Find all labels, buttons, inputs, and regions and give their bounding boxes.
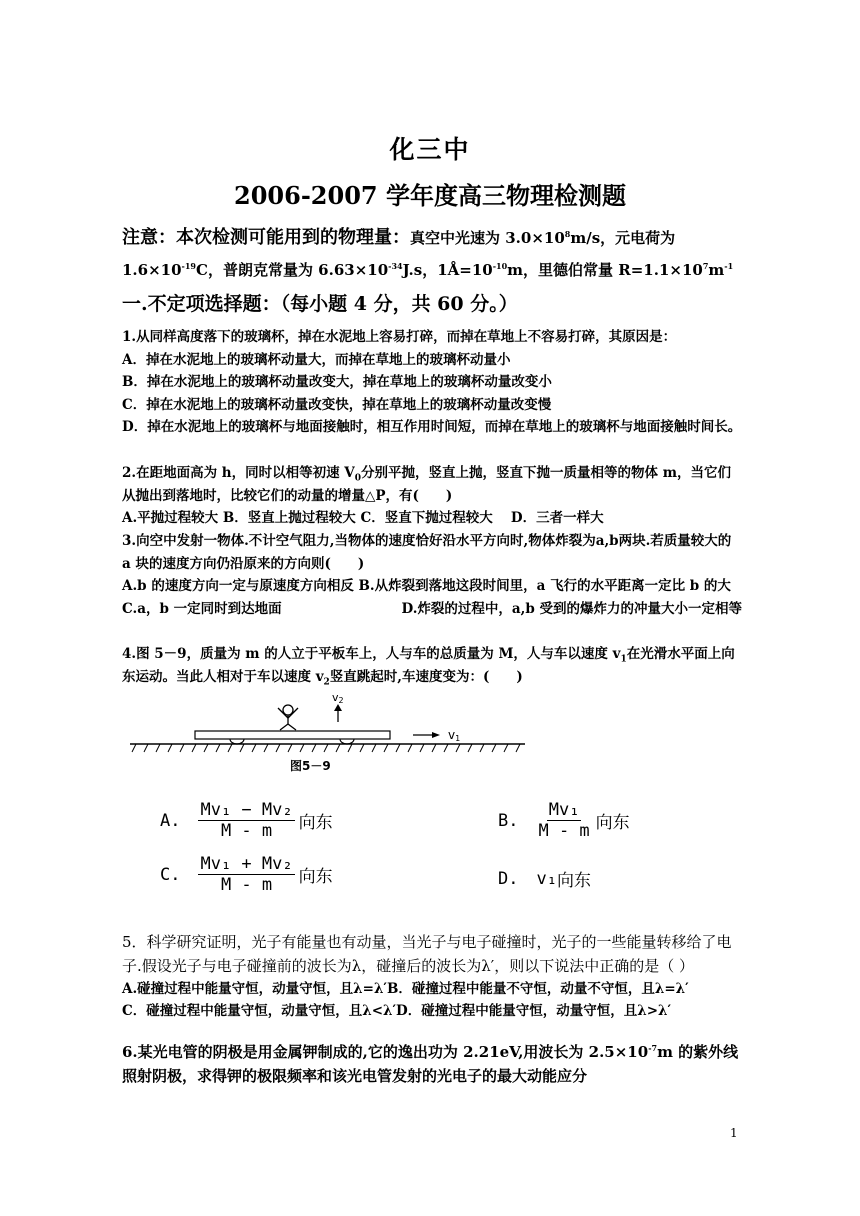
options-cd: C．碰撞过程中能量守恒，动量守恒，且λ<λ′D．碰撞过程中能量守恒，动量守恒，且λ>λ′ <box>122 1003 672 1019</box>
direction-label: 向东 <box>556 871 591 891</box>
numerator: Mv₁ <box>548 800 580 820</box>
page-number: 1 <box>730 1126 738 1140</box>
figure-caption: 图5－9 <box>290 759 331 773</box>
exam-title: 2006-2007 学年度高三物理检测题 <box>234 181 626 210</box>
question-5 <box>122 930 742 1022</box>
denominator: M - m <box>220 821 273 841</box>
option-a: A．掉在水泥地上的玻璃杯动量大，而掉在草地上的玻璃杯动量小 <box>122 351 511 368</box>
direction-label: 向东 <box>595 813 630 833</box>
q4-option-c <box>160 854 333 895</box>
exponent: -7 <box>648 1043 658 1053</box>
stem-part: 竖直跳起时,车速度变为：( ) <box>329 668 523 685</box>
direction-label: 向东 <box>298 813 333 833</box>
stem-part: 4.图 5－9，质量为 m 的人立于平板车上，人与车的总质量为 M，人与车以速度 v <box>122 646 621 662</box>
school-name: 化三中 <box>389 135 471 164</box>
stem-part: m 的紫外线照射阴极，求得钾的极限频率和该光电管发射的光电子的最大动能应分 <box>122 1043 739 1085</box>
option-d: D.炸裂的过程中，a,b 受到的爆炸力的冲量大小一定相等 <box>401 600 742 617</box>
q4-options <box>160 800 700 900</box>
option-d: D．掉在水泥地上的玻璃杯与地面接触时，相互作用时间短，而掉在草地上的玻璃杯与地面接触时间长。 <box>122 419 742 435</box>
notice-line-1 <box>122 227 742 249</box>
cart-wheel-right <box>340 739 354 744</box>
option-c: C.a，b 一定同时到达地面 <box>122 600 282 617</box>
exponent: -19 <box>181 261 196 271</box>
option-value: v₁ <box>536 868 557 889</box>
exponent: 8 <box>564 229 571 239</box>
notice-lead: 注意：本次检测可能用到的物理量： <box>122 227 410 248</box>
notice-text: C，普朗克常量为 6.63×10 <box>196 261 389 279</box>
subscript: 0 <box>354 473 362 484</box>
question-4 <box>122 643 742 688</box>
question-3 <box>122 530 742 620</box>
exponent: -1 <box>724 261 734 271</box>
notice-text: m，里德伯常量 R=1.1×10 <box>507 261 703 279</box>
stem-part: 6.某光电管的阴极是用金属钾制成的,它的逸出功为 2.21eV,用波长为 2.5×10 <box>122 1043 649 1061</box>
question-stem <box>122 643 742 688</box>
question-1 <box>122 326 742 439</box>
fraction <box>536 800 591 841</box>
question-stem: 5．科学研究证明，光子有能量也有动量，当光子与电子碰撞时，光子的一些能量转移给了电子.假设光子与电子碰撞前的波长为λ，碰撞后的波长为λ′，则以下说法中正确的是（ ） <box>122 933 732 975</box>
direction-label: 向东 <box>298 867 333 887</box>
option-label: C. <box>160 864 181 885</box>
question-stem: 1.从同样高度落下的玻璃杯，掉在水泥地上容易打碎，而掉在草地上不容易打碎，其原因是： <box>122 329 677 345</box>
section-heading: 一.不定项选择题：（每小题 4 分，共 60 分。） <box>122 293 518 315</box>
option-label: D. <box>498 868 519 889</box>
notice-text: 1.6×10 <box>122 261 182 279</box>
v1-label: v1 <box>448 728 461 743</box>
arrow-up-icon <box>334 704 342 722</box>
cart-board <box>195 731 390 739</box>
numerator: Mv₁ + Mv₂ <box>200 854 293 874</box>
numerator: Mv₁ − Mv₂ <box>200 800 293 820</box>
notice-text: m <box>708 261 725 279</box>
stem-part: 分别平抛，竖直上抛，竖直下抛一质量相等的物体 m，当它们从抛出到落地时，比较它们的动量的增量△P，有( ) <box>122 465 732 504</box>
notice-text: J.s，1Å=10 <box>402 261 493 279</box>
subscript: 1 <box>620 654 627 665</box>
person-figure <box>278 705 298 730</box>
subscript: 2 <box>323 677 330 688</box>
denominator: M - m <box>538 821 590 841</box>
fraction <box>198 854 294 895</box>
exponent: 7 <box>702 261 709 271</box>
options-cd <box>122 598 742 621</box>
v2-label: v2 <box>332 691 344 705</box>
stem-part: 在光滑水平面上向东运动。当此人相对于车以速度 v <box>122 646 735 685</box>
option-label: A. <box>160 810 181 831</box>
notice-text: m/s，元电荷为 <box>570 229 676 247</box>
fraction <box>198 800 294 841</box>
q4-option-a <box>160 800 333 841</box>
exponent: -34 <box>388 261 403 271</box>
option-label: B. <box>498 810 519 831</box>
question-6 <box>122 1040 742 1088</box>
option-c: C．掉在水泥地上的玻璃杯动量改变快，掉在草地上的玻璃杯动量改变慢 <box>122 396 552 413</box>
options-ab: A.碰撞过程中能量守恒，动量守恒，且λ=λ′B．碰撞过程中能量不守恒，动量不守恒，且λ=λ′ <box>122 981 689 997</box>
notice-text: 真空中光速为 3.0×10 <box>410 229 565 247</box>
figure-5-9 <box>130 688 530 778</box>
exponent: -10 <box>492 261 508 271</box>
q4-option-d <box>498 866 591 891</box>
denominator: M - m <box>220 875 273 895</box>
q4-option-b <box>498 800 630 841</box>
options-line: A.平抛过程较大 B．竖直上抛过程较大 C．竖直下抛过程较大 D．三者一样大 <box>122 510 604 526</box>
option-b: B．掉在水泥地上的玻璃杯动量改变大，掉在草地上的玻璃杯动量改变小 <box>122 374 552 390</box>
question-2 <box>122 462 742 530</box>
arrow-right-icon <box>413 732 440 738</box>
ground-hatch <box>132 744 520 752</box>
notice-line-2 <box>122 259 742 281</box>
option-ab: A.b 的速度方向一定与原速度方向相反 B.从炸裂到落地这段时间里，a 飞行的水平距离一定比 b 的大 <box>122 578 731 594</box>
question-stem: 3.向空中发射一物体.不计空气阻力,当物体的速度恰好沿水平方向时,物体炸裂为a,b两块.若质量较大的 a 块的速度方向仍沿原来的方向则( ) <box>122 533 732 572</box>
question-stem <box>122 462 742 507</box>
stem-part: 2.在距地面高为 h，同时以相等初速 V <box>122 465 355 481</box>
question-stem <box>122 1040 742 1088</box>
